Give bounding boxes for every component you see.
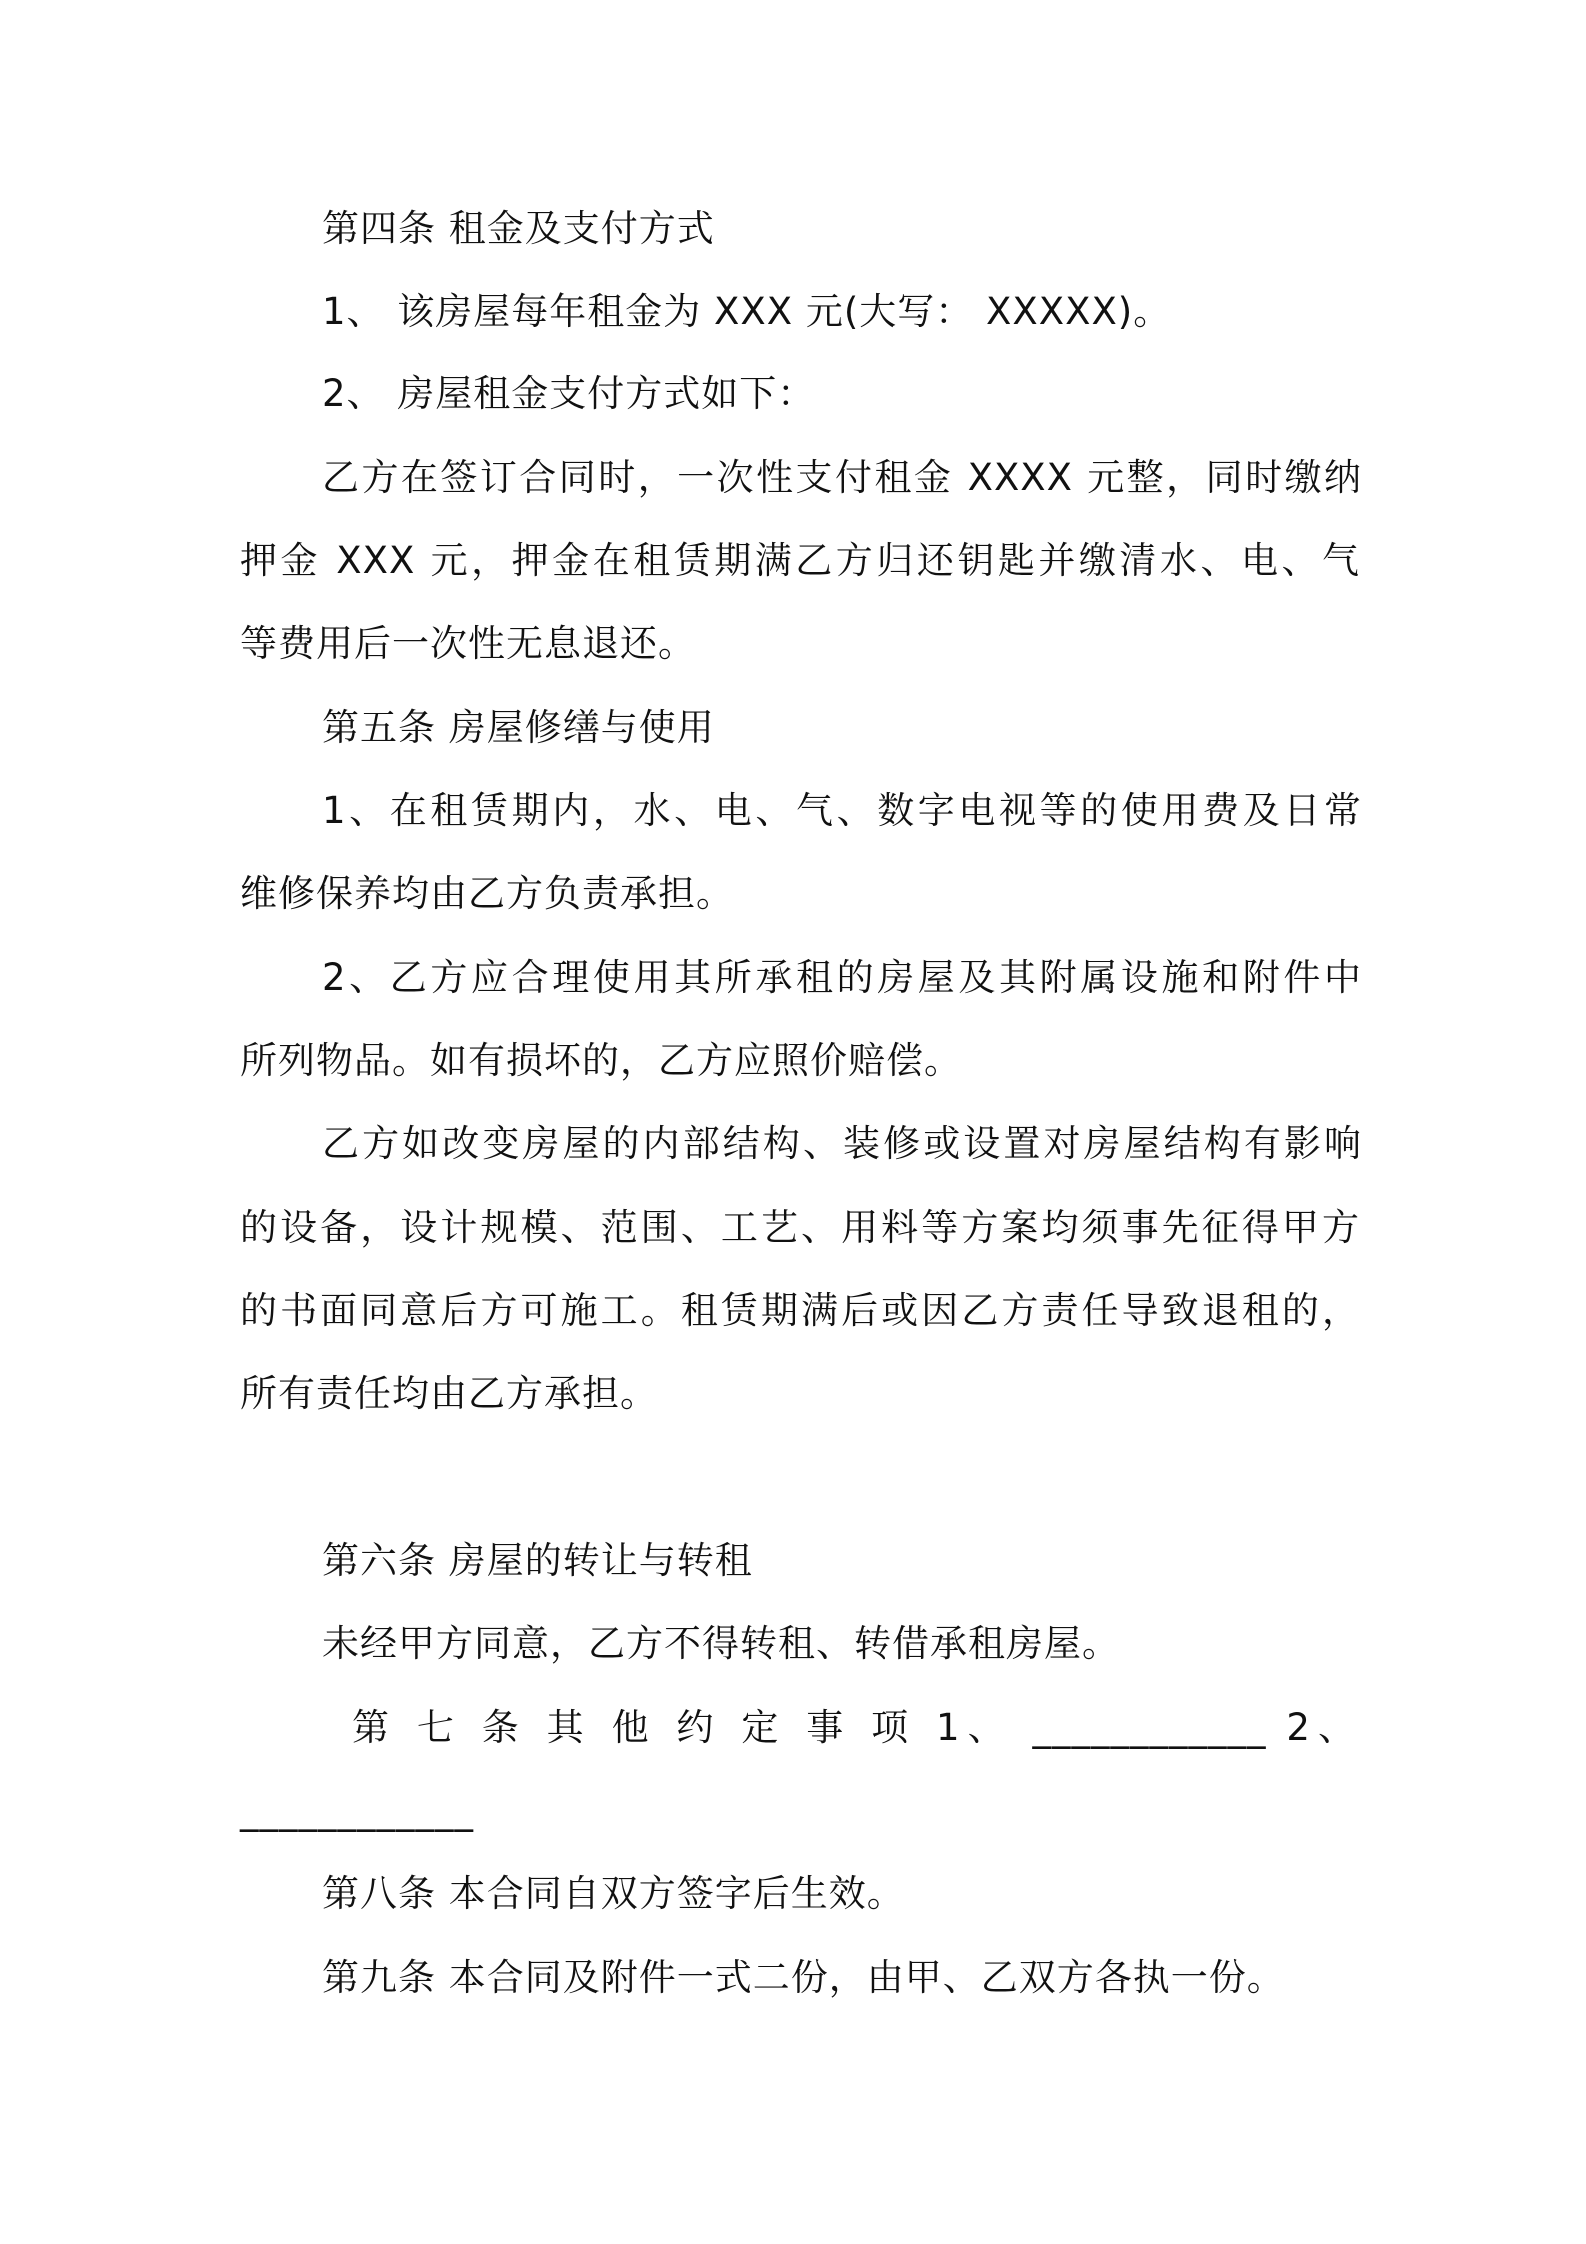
article-8-line: 第八条 本合同自双方签字后生效。 <box>322 1872 905 1915</box>
article-7-line: 第 七 条 其 他 约 定 事 项 1、 ____________ 2、 <box>352 1706 1356 1749</box>
rent-amount-line: 1、 该房屋每年租金为 XXX 元(大写： XXXXX)。 <box>322 290 1172 333</box>
payment-paragraph-line-3: 等费用后一次性无息退还。 <box>240 622 696 665</box>
structure-paragraph-line-2: 的设备，设计规模、范围、工艺、用料等方案均须事先征得甲方 <box>240 1206 1360 1249</box>
article-7-blank-line: ____________ <box>240 1789 474 1832</box>
payment-paragraph-line-2: 押金 XXX 元，押金在租赁期满乙方归还钥匙并缴清水、电、气 <box>240 539 1360 582</box>
article-5-heading: 第五条 房屋修缮与使用 <box>322 706 715 749</box>
structure-paragraph-line-3: 的书面同意后方可施工。租赁期满后或因乙方责任导致退租的， <box>240 1289 1360 1332</box>
payment-method-line: 2、 房屋租金支付方式如下： <box>322 372 816 415</box>
structure-paragraph-line-1: 乙方如改变房屋的内部结构、装修或设置对房屋结构有影响 <box>322 1122 1362 1165</box>
repair-item-2-line-1: 2、乙方应合理使用其所承租的房屋及其附属设施和附件中 <box>322 956 1362 999</box>
article-4-heading: 第四条 租金及支付方式 <box>322 207 715 250</box>
repair-item-2-line-2: 所列物品。如有损坏的，乙方应照价赔偿。 <box>240 1039 962 1082</box>
article-6-heading: 第六条 房屋的转让与转租 <box>322 1539 753 1582</box>
repair-item-1-line-2: 维修保养均由乙方负责承担。 <box>240 872 734 915</box>
repair-item-1-line-1: 1、在租赁期内，水、电、气、数字电视等的使用费及日常 <box>322 789 1362 832</box>
article-9-line: 第九条 本合同及附件一式二份，由甲、乙双方各执一份。 <box>322 1956 1285 1999</box>
payment-paragraph-line-1: 乙方在签订合同时，一次性支付租金 XXXX 元整，同时缴纳 <box>322 456 1362 499</box>
sublet-clause-line: 未经甲方同意，乙方不得转租、转借承租房屋。 <box>322 1622 1120 1665</box>
structure-paragraph-line-4: 所有责任均由乙方承担。 <box>240 1372 658 1415</box>
